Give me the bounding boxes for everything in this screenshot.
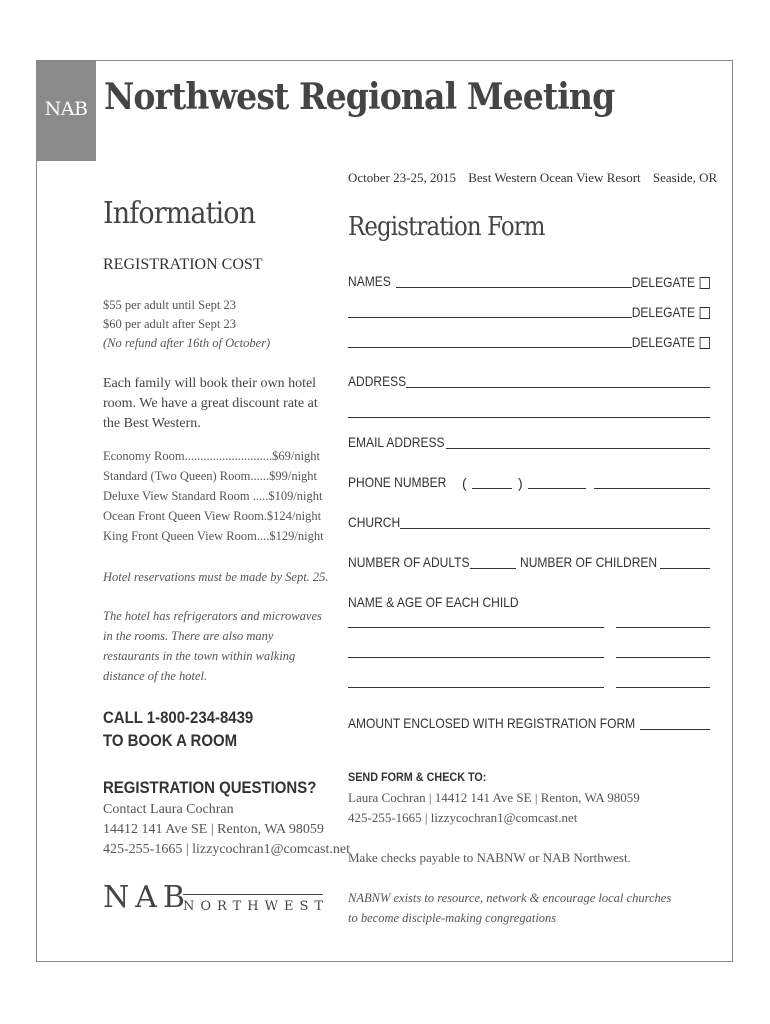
logo-text: NAB: [44, 98, 88, 120]
amount-row: [348, 712, 710, 732]
count-row: [348, 551, 710, 571]
room-rates: [103, 446, 333, 546]
names-label: NAMES: [348, 273, 391, 289]
room-rate: Standard (Two Queen) Room......$99/night: [103, 469, 318, 483]
refund-note: (No refund after 16th of October): [103, 336, 271, 350]
room-rate: Ocean Front Queen View Room.$124/night: [103, 509, 322, 523]
phone-close-paren: ): [518, 475, 523, 491]
registration-cost-heading: REGISTRATION COST: [103, 256, 263, 273]
child-age-input-2[interactable]: [616, 657, 710, 658]
amenities-line: distance of the hotel.: [103, 669, 208, 683]
child-name-input-3[interactable]: [348, 687, 604, 688]
room-rate: Economy Room............................$69/night: [103, 449, 321, 463]
checks-note: Make checks payable to NABNW or NAB Northwest.: [348, 850, 631, 865]
nab-northwest-logo: [103, 880, 330, 915]
child-name-input-2[interactable]: [348, 657, 604, 658]
amenities-line: The hotel has refrigerators and microwaves: [103, 609, 322, 623]
delegate-checkbox-2[interactable]: [632, 304, 710, 320]
call-line: CALL 1-800-234-8439: [103, 708, 254, 727]
event-dates: October 23-25, 2015: [348, 170, 456, 185]
adults-label: NUMBER OF ADULTS: [348, 554, 470, 570]
send-contact: 425-255-1665 | lizzycochran1@comcast.net: [348, 810, 578, 825]
event-dateline: [348, 170, 726, 186]
hotel-line: the Best Western.: [103, 416, 201, 431]
cost-line: $55 per adult until Sept 23: [103, 298, 236, 312]
address-label: ADDRESS: [348, 373, 407, 389]
call-line: TO BOOK A ROOM: [103, 731, 238, 750]
child-age-input-1[interactable]: [616, 627, 710, 628]
hotel-line: Each family will book their own hotel: [103, 376, 317, 391]
email-input[interactable]: [446, 448, 710, 449]
information-heading: Information: [103, 196, 256, 231]
send-address: Laura Cochran | 14412 141 Ave SE | Renton, WA 98059: [348, 790, 640, 805]
mission-line: NABNW exists to resource, network & encourage local churches: [348, 891, 672, 905]
page-title: Northwest Regional Meeting: [104, 76, 615, 118]
delegate-label: DELEGATE: [632, 274, 696, 290]
phone-prefix-input[interactable]: [528, 488, 586, 489]
address-row: [348, 370, 710, 390]
hotel-paragraph: [103, 374, 333, 434]
email-row: [348, 431, 710, 451]
address-input[interactable]: [406, 387, 710, 388]
questions-heading: REGISTRATION QUESTIONS?: [103, 778, 317, 797]
cost-list: [103, 296, 333, 353]
phone-line-input[interactable]: [594, 488, 710, 489]
contact-line: Contact Laura Cochran: [103, 802, 234, 817]
delegate-checkbox-3[interactable]: [632, 334, 710, 350]
amenities-line: restaurants in the town within walking: [103, 649, 296, 663]
delegate-checkbox-1[interactable]: [632, 274, 710, 290]
children-label: NUMBER OF CHILDREN: [520, 554, 658, 570]
cost-line: $60 per adult after Sept 23: [103, 317, 236, 331]
amenities-note: [103, 606, 333, 686]
names-row-3: [348, 330, 710, 350]
church-label: CHURCH: [348, 514, 401, 530]
child-ages-label: NAME & AGE OF EACH CHILD: [348, 594, 519, 610]
phone-area-input[interactable]: [472, 488, 512, 489]
names-row-2: [348, 300, 710, 320]
event-location: Seaside, OR: [652, 170, 718, 185]
child-row-2: [348, 640, 710, 660]
name-input-3[interactable]: [348, 347, 632, 348]
child-name-input-1[interactable]: [348, 627, 604, 628]
address-input-2[interactable]: [348, 417, 710, 418]
checkbox-icon: [700, 307, 710, 319]
child-row-1: [348, 610, 710, 630]
phone-label: PHONE NUMBER: [348, 474, 447, 490]
church-input[interactable]: [400, 528, 710, 529]
child-age-input-3[interactable]: [616, 687, 710, 688]
call-to-book: [103, 706, 305, 752]
amenities-line: in the rooms. There are also many: [103, 629, 274, 643]
hotel-line: room. We have a great discount rate at: [103, 396, 318, 411]
names-row-1: [348, 270, 710, 290]
send-heading: SEND FORM & CHECK TO:: [348, 770, 487, 784]
contact-line: 14412 141 Ave SE | Renton, WA 98059: [103, 822, 324, 837]
registration-form-heading: Registration Form: [348, 212, 545, 242]
contact-info: [103, 800, 351, 860]
email-label: EMAIL ADDRESS: [348, 434, 445, 450]
amount-label: AMOUNT ENCLOSED WITH REGISTRATION FORM: [348, 715, 636, 731]
delegate-label: DELEGATE: [632, 334, 696, 350]
reservation-note: Hotel reservations must be made by Sept. 25.: [103, 570, 329, 584]
event-venue: Best Western Ocean View Resort: [468, 170, 641, 185]
church-row: [348, 511, 710, 531]
name-input-2[interactable]: [348, 317, 632, 318]
address-row-2: [348, 400, 710, 420]
adults-input[interactable]: [470, 568, 516, 569]
delegate-label: DELEGATE: [632, 304, 696, 320]
room-rate: Deluxe View Standard Room .....$109/night: [103, 489, 323, 503]
logo-northwest: NORTHWEST: [183, 894, 323, 914]
room-rate: King Front Queen View Room....$129/night: [103, 529, 324, 543]
name-input-1[interactable]: [396, 287, 632, 288]
amount-input[interactable]: [640, 729, 710, 730]
mission-line: to become disciple-making congregations: [348, 911, 557, 925]
checkbox-icon: [700, 277, 710, 289]
contact-line: 425-255-1665 | lizzycochran1@comcast.net: [103, 842, 351, 857]
child-row-3: [348, 670, 710, 690]
nab-logo: [36, 60, 96, 161]
logo-nab: NAB: [103, 880, 191, 915]
checkbox-icon: [700, 337, 710, 349]
mission-statement: [348, 888, 671, 928]
child-ages-row: [348, 591, 710, 611]
children-input[interactable]: [660, 568, 710, 569]
phone-open-paren: (: [462, 475, 467, 491]
phone-row: [348, 471, 710, 491]
